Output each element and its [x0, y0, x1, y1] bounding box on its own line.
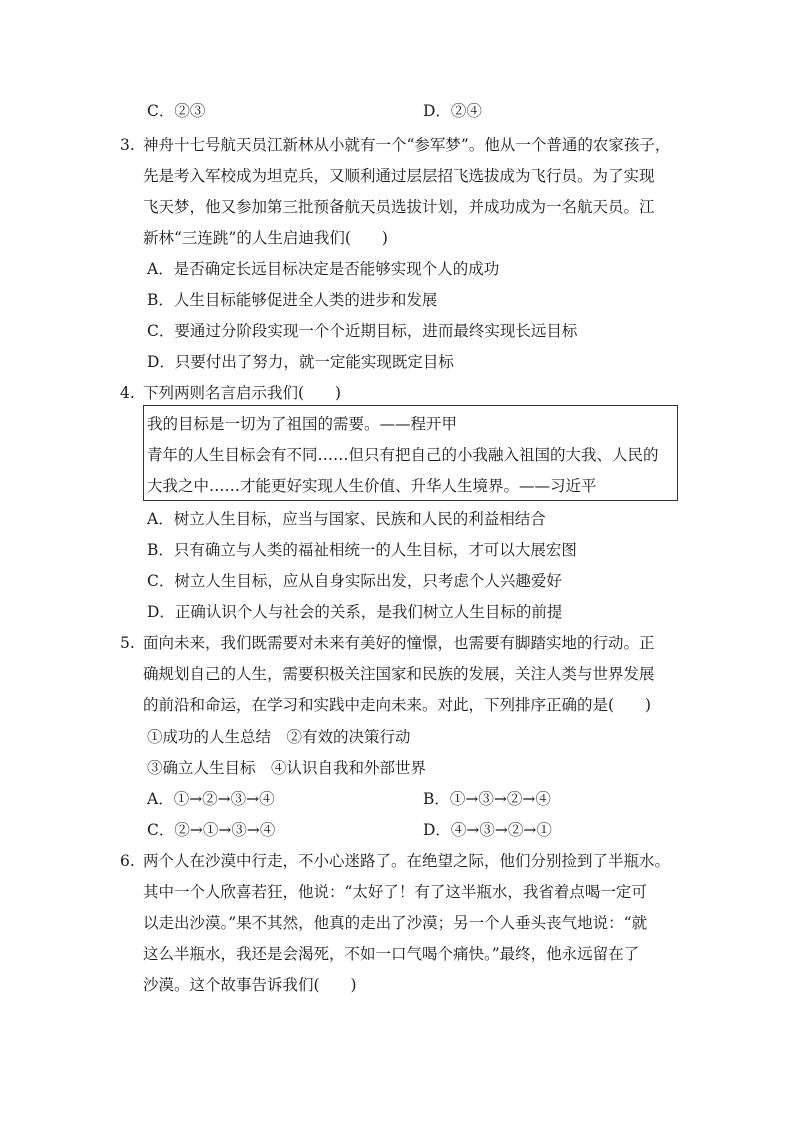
q3-stem-line-1: 神舟十七号航天员江新林从小就有一个“参军梦”。他从一个普通的农家孩子，: [143, 136, 671, 154]
q4-option-d: D．正确认识个人与社会的关系，是我们树立人生目标的前提: [147, 603, 563, 621]
q2-option-d: D．②④: [423, 102, 482, 120]
q4-option-a: A．树立人生目标，应当与国家、民族和人民的利益相结合: [147, 510, 546, 528]
q5-number: 5.: [120, 634, 135, 652]
q6-stem-line-1: 两个人在沙漠中行走，不小心迷路了。在绝望之际，他们分别捡到了半瓶水。: [143, 852, 671, 870]
quote-line-3: 大我之中……才能更好实现人生价值、升华人生境界。——习近平: [147, 477, 597, 495]
q2-option-c: C．②③: [147, 102, 206, 120]
q6-stem-line-3: 以走出沙漠。”果不其然，他真的走出了沙漠；另一个人垂头丧气地说：“就: [143, 914, 648, 932]
q3-option-b: B．人生目标能够促进全人类的进步和发展: [147, 291, 438, 309]
quote-line-2: 青年的人生目标会有不同……但只有把自己的小我融入祖国的大我、人民的: [147, 446, 659, 464]
q6-number: 6.: [120, 852, 135, 870]
q5-stem-line-1: 面向未来，我们既需要对未来有美好的憧憬，也需要有脚踏实地的行动。正: [143, 634, 655, 652]
q5-stem-line-3: 的前沿和命运，在学习和实践中走向未来。对此，下列排序正确的是( ): [143, 696, 652, 714]
q5-option-b: B．①→③→②→④: [423, 790, 551, 808]
q5-stem-line-2: 确规划自己的人生，需要积极关注国家和民族的发展，关注人类与世界发展: [143, 665, 655, 683]
q5-option-c: C．②→①→③→④: [147, 821, 276, 839]
q4-option-b: B．只有确立与人类的福祉相统一的人生目标，才可以大展宏图: [147, 541, 577, 559]
q6-stem-line-5: 沙漠。这个故事告诉我们( ): [143, 976, 357, 994]
q3-number: 3.: [120, 136, 135, 154]
q5-option-d: D．④→③→②→①: [423, 821, 552, 839]
quote-line-1: 我的目标是一切为了祖国的需要。——程开甲: [147, 415, 458, 433]
q3-option-d: D．只要付出了努力，就一定能实现既定目标: [147, 353, 454, 371]
q6-stem-line-4: 这么半瓶水，我还是会渴死，不如一口气喝个痛快。”最终，他永远留在了: [143, 945, 640, 963]
q3-stem-line-2: 先是考入军校成为坦克兵，又顺利通过层层招飞选拔成为飞行员。为了实现: [143, 167, 655, 185]
q4-number: 4.: [120, 384, 135, 402]
q4-stem: 下列两则名言启示我们( ): [143, 384, 342, 402]
q3-option-c: C．要通过分阶段实现一个个近期目标，进而最终实现长远目标: [147, 322, 578, 340]
q5-item-line-2: ③确立人生目标 ④认识自我和外部世界: [147, 759, 427, 777]
q3-stem-line-3: 飞天梦，他又参加第三批预备航天员选拔计划，并成功成为一名航天员。江: [143, 198, 655, 216]
q4-option-c: C．树立人生目标，应从自身实际出发，只考虑个人兴趣爱好: [147, 572, 562, 590]
q5-option-a: A．①→②→③→④: [147, 790, 275, 808]
q6-stem-line-2: 其中一个人欣喜若狂，他说：“太好了！有了这半瓶水，我省着点喝一定可: [143, 883, 647, 901]
q5-item-line-1: ①成功的人生总结 ②有效的决策行动: [147, 728, 411, 746]
q3-option-a: A．是否确定长远目标决定是否能够实现个人的成功: [147, 260, 500, 278]
q3-stem-line-4: 新林“三连跳”的人生启迪我们( ): [143, 229, 388, 247]
